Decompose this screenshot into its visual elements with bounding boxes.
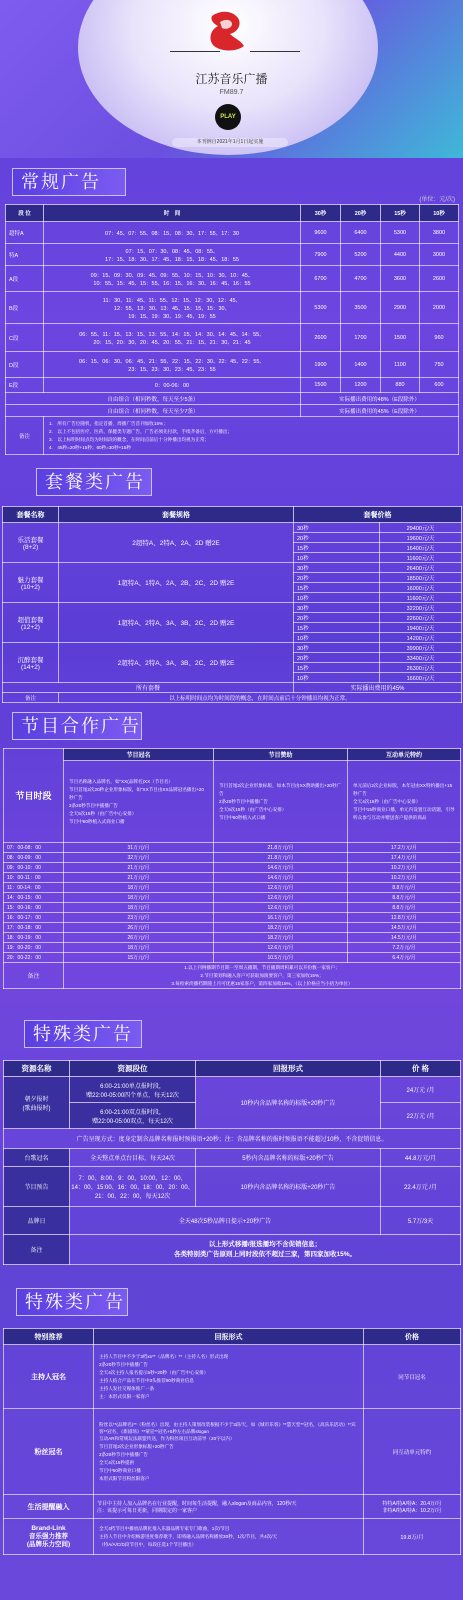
table-row — [4, 1235, 461, 1265]
desc-item: 主持人节目中不少于3档xx**（品牌名）**（主持人名）形式出现 — [99, 1353, 229, 1359]
slot-cell: 6:00-21:00双点报时段， 赠22:00-05:00双点，每天12次 — [70, 1103, 196, 1129]
note-item: 3. 以上标明时间点均为时间段的概念，在时间点前后十分钟播出均视为正常； — [49, 436, 210, 442]
desc-item: 主持人结合产品在节目中3头推荐90秒商业信息 — [99, 1377, 194, 1383]
table-row — [4, 933, 461, 943]
desc-item: 节目中15秒商业口播，单元内设置互动话题，引导听众参与互动并赠送客户提供的商品 — [353, 806, 455, 820]
col-header-interactive: 互动单元特约 — [348, 749, 461, 761]
duration-cell: 10秒 — [294, 593, 380, 603]
slot-cell: 7：00、8:00、9：00、10:00、12：00、 14：00、15:00、16：00、18：00、20：00、 21：00、22：00，每天12次 — [70, 1167, 196, 1207]
desc-item: 2条20秒节目中插播广告 — [69, 802, 119, 808]
notes-cell — [64, 963, 461, 989]
hero-banner — [0, 0, 463, 158]
price-cell: 18万元/月 — [64, 903, 214, 913]
price-cell: 5300 — [301, 292, 341, 324]
segment-cell: A段 — [6, 266, 44, 292]
divider-right — [250, 51, 300, 52]
price-cell: 18万元/月 — [64, 943, 214, 953]
price-cell: 12.6万元/月 — [214, 903, 348, 913]
table-row — [4, 843, 461, 853]
table-row — [6, 352, 459, 378]
slot-cell: 17：00-18：00 — [4, 923, 64, 933]
table-row — [3, 683, 462, 693]
price-cell: 26300元/天 — [380, 663, 462, 673]
price-cell: 12.6万元/月 — [214, 883, 348, 893]
segment-cell: D段 — [6, 352, 44, 378]
unit-label: (单位：元/次) — [419, 197, 455, 203]
combo-value: 实际播出费用的48%（E段除外） — [301, 393, 459, 405]
col-header-recommend: 特别推荐 — [4, 1329, 94, 1345]
duration-cell: 10秒 — [294, 633, 380, 643]
table-row — [6, 266, 459, 292]
price-cell: 33400元/天 — [380, 653, 462, 663]
col-header-segment: 段 位 — [6, 205, 44, 222]
price-cell: 1500 — [381, 324, 420, 352]
package-spec: 2超特A、2特A、3A、3B、2C、2D 赠2E — [59, 643, 294, 683]
desc-item: 2条20秒节目中插播广告 — [99, 1361, 149, 1367]
combo-label: 自由组合（相同秒数，每天至少5条） — [6, 393, 301, 405]
program-table — [3, 748, 461, 989]
valid-from-badge: 本刊例自2021年1月1日起实施 — [172, 138, 288, 147]
note-item: 3.每检索淡播档期随上月可优惠15家客户，第四家加收15%，（以上价格应当小括为单位） — [171, 980, 353, 986]
price-cell: 18500元/天 — [380, 573, 462, 583]
recommend-desc: 节目中主持人加入品牌名在行业提醒，时间每生活提醒，融入slogan及商品内容，120秒/天 注：该提示可每日更新，同期限定的一家客户 — [94, 1495, 364, 1519]
desc-item: 本形式限节目粉丝限客户 — [99, 1475, 150, 1481]
package-name: 沉醉套餐 (14+2) — [3, 643, 59, 683]
price-cell: 6.4万元/月 — [348, 953, 461, 963]
price-cell: 10.5万元/月 — [214, 953, 348, 963]
price-cell: 10.2万元/月 — [348, 863, 461, 873]
table-row — [4, 873, 461, 883]
price-cell: 18万元/月 — [64, 893, 214, 903]
col-header-price: 价 格 — [381, 1061, 461, 1077]
note-item: 2. 以上不包括医疗、医药、保健类专题广告，广告必须先付款，手续齐备后，方可播出； — [49, 428, 232, 434]
table-row — [4, 923, 461, 933]
desc-item: 节目中60秒植入式商业口播 — [69, 818, 125, 824]
note-item: 2.节目策划和融入客户可获取加演要客户，第三家加收15%； — [200, 972, 324, 978]
segment-cell: E段 — [6, 378, 44, 393]
desc-item: 全天5次15秒（由广告中心安排） — [219, 806, 287, 812]
package-name: 乐活套餐 (8+2) — [3, 523, 59, 563]
table-row — [4, 1345, 461, 1409]
note-item: 4. 45秒=20秒+15秒；60秒=30秒+15秒 — [49, 444, 131, 450]
table-row — [3, 643, 462, 653]
notes-label: 备注 — [3, 693, 59, 703]
table-row — [4, 1129, 461, 1149]
desc-item: 主：本形式仅限一家客户 — [99, 1393, 150, 1399]
price-cell: 14200元/天 — [380, 633, 462, 643]
price-cell: 12.6万元/月 — [214, 893, 348, 903]
col-header-time: 时 间 — [44, 205, 301, 222]
duration-cell: 10秒 — [294, 673, 380, 683]
slot-cell: 19：00-20：00 — [4, 943, 64, 953]
price-cell: 44.8万元/月 — [381, 1149, 461, 1167]
price-cell: 3600 — [381, 266, 420, 292]
desc-item: 节目中60秒商业口播 — [99, 1467, 141, 1473]
table-row — [6, 222, 459, 244]
table-row — [6, 292, 459, 324]
table-row — [4, 1519, 461, 1555]
price-cell: 8.8万元/月 — [348, 893, 461, 903]
price-cell: 1400 — [341, 352, 381, 378]
price-cell: 2900 — [381, 292, 420, 324]
station-frequency: FM89.7 — [219, 89, 244, 96]
table-row — [3, 603, 462, 613]
notes-cell — [70, 1235, 461, 1265]
price-cell: 5.7万/3天 — [381, 1207, 461, 1235]
notes-label: 备注 — [4, 963, 64, 989]
duration-cell: 30秒 — [294, 643, 380, 653]
duration-cell: 20秒 — [294, 573, 380, 583]
desc-item: 全天4次主持人报名提示5秒+20秒（由广告中心安排） — [99, 1369, 209, 1375]
col-header-form: 回报形式 — [196, 1061, 381, 1077]
price-cell: 7.2万元/月 — [348, 943, 461, 953]
note-item: 各类特别类广告原则上同时段依不超过三家，第四家加收15%。 — [173, 1250, 356, 1258]
price-cell: 1500 — [301, 378, 341, 393]
price-cell: 19400元/天 — [380, 623, 462, 633]
table-row — [3, 563, 462, 573]
segment-cell: B段 — [6, 292, 44, 324]
desc-item: 节目首尾2次企业形象标版，如本节目由XX赞助播出+20秒广告 — [219, 782, 342, 796]
price-cell: 960 — [420, 324, 459, 352]
duration-cell: 15秒 — [294, 623, 380, 633]
price-cell: 32200元/天 — [380, 603, 462, 613]
price-cell: 3000 — [420, 244, 459, 266]
recommend-desc — [94, 1409, 364, 1495]
notes-label: 备注 — [4, 1235, 70, 1265]
notes-label: 备注 — [6, 417, 44, 455]
package-spec: 1超特A、1特A、2A、2B、2C、2D 赠2E — [59, 563, 294, 603]
col-header-form: 回报形式 — [94, 1329, 364, 1345]
desc-item: （特A/A/C/D段节目中，每段任选1个节目播出） — [99, 1541, 197, 1547]
section-title-regular: 常规广告 — [12, 168, 126, 196]
slot-cell: 08：00-09：00 — [4, 853, 64, 863]
price-cell: 39900元/天 — [380, 643, 462, 653]
col-header-15s: 15秒 — [381, 205, 420, 222]
program-slot-label: 节目时段 — [4, 749, 64, 843]
play-logo-icon: PLAY — [215, 104, 241, 130]
desc-item: 节目首尾2次企业形象标版+20秒广告 — [99, 1443, 174, 1449]
price-cell: 8.8万元/月 — [348, 903, 461, 913]
recommend-desc — [94, 1519, 364, 1555]
price-cell: 11600元/天 — [380, 593, 462, 603]
price-cell: 19.8万/月 — [364, 1519, 461, 1555]
duration-cell: 20秒 — [294, 653, 380, 663]
slot-cell: 15：00-16：00 — [4, 903, 64, 913]
price-cell: 5300 — [381, 222, 420, 244]
col-header-10s: 10秒 — [420, 205, 459, 222]
table-row — [4, 1077, 461, 1103]
package-spec: 2超特A、2特A、2A、2D 赠2E — [59, 523, 294, 563]
table-row — [6, 393, 459, 405]
col-header-price: 价格 — [364, 1329, 461, 1345]
price-cell: 22600元/天 — [380, 613, 462, 623]
price-cell: 特特A/特A/特A：20.4万/月 非特A/特A/特A：10.2万/月 — [364, 1495, 461, 1519]
price-cell: 29400元/天 — [380, 523, 462, 533]
desc-item: 2条20秒节目中插播广告 — [99, 1451, 149, 1457]
price-cell: 18.2万元/月 — [214, 923, 348, 933]
price-cell: 26400元/天 — [380, 563, 462, 573]
duration-cell: 15秒 — [294, 663, 380, 673]
package-name: 超值套餐 (12+2) — [3, 603, 59, 643]
table-row — [4, 1167, 461, 1207]
duration-cell: 15秒 — [294, 583, 380, 593]
section-title-package: 套餐类广告 — [36, 468, 152, 496]
desc-item: 节目首尾2次20秒企业形象标版，如“XX节目由XX品牌冠名播出+20秒广告 — [69, 786, 204, 800]
table-row — [4, 913, 461, 923]
slot-cell: 11：00-14：00 — [4, 883, 64, 893]
recommend-name: 粉丝冠名 — [4, 1409, 94, 1495]
price-cell: 11600元/天 — [380, 553, 462, 563]
price-cell: 16000元/天 — [380, 583, 462, 593]
desc-item: 单元前后2次企业标版，本年冠由XX特约播出+15秒广告 — [353, 782, 453, 796]
price-cell: 8.8万元/月 — [348, 883, 461, 893]
special-ad-table-1 — [3, 1060, 461, 1265]
price-cell: 12.6万元/月 — [214, 943, 348, 953]
col-header-sponsorship: 节目赞助 — [214, 749, 348, 761]
price-cell: 1200 — [341, 378, 381, 393]
price-cell: 9600 — [301, 222, 341, 244]
desc-item: 主持人节目中介绍畅游进度推荐歌手，即将融入品牌名称播放30秒，1次/节目，共4次/天 — [99, 1533, 278, 1539]
resource-name: 台歌冠名 — [4, 1149, 70, 1167]
table-row — [4, 963, 461, 989]
price-cell: 1900 — [301, 352, 341, 378]
price-cell: 19600元/天 — [380, 533, 462, 543]
time-cell: 09：15、09：30、09：45、09：55、10：15、10：30、10：45、 10：55、15：45、15：55、16：15、16：30、16：45、16：55 — [44, 266, 301, 292]
price-cell: 2600 — [301, 324, 341, 352]
broadcast-note: 广告呈现方式：度身定制含品牌名称报时预报语+20秒；注：含品牌名称的报时预报语不能超过10秒，不含促销信息。 — [4, 1129, 461, 1149]
price-cell: 21.8万元/月 — [214, 843, 348, 853]
desc-item: 全天5次15秒（由广告中心安排） — [69, 810, 137, 816]
table-row — [3, 523, 462, 533]
desc-item: 节目中60秒植入式口播 — [219, 814, 266, 820]
price-cell: 1100 — [381, 352, 420, 378]
duration-cell: 30秒 — [294, 523, 380, 533]
price-cell: 4400 — [381, 244, 420, 266]
col-header-slot: 资源段位 — [70, 1061, 196, 1077]
price-cell: 22万元 /月 — [381, 1103, 461, 1129]
price-cell: 18.2万元/月 — [214, 933, 348, 943]
table-row — [4, 903, 461, 913]
price-cell: 3500 — [341, 292, 381, 324]
combo-label: 自由组合（相同秒数，每天至少7条） — [6, 405, 301, 417]
price-cell: 3800 — [420, 222, 459, 244]
price-cell: 6700 — [301, 266, 341, 292]
title-sponsor-desc — [64, 761, 214, 843]
price-cell: 16.1万元/月 — [214, 913, 348, 923]
table-row — [4, 943, 461, 953]
price-cell: 16400元/天 — [380, 543, 462, 553]
all-packages-label: 所有套餐 — [3, 683, 294, 693]
segment-cell: 超特A — [6, 222, 44, 244]
col-header-resource: 资源名称 — [4, 1061, 70, 1077]
price-cell: 2600 — [420, 266, 459, 292]
table-row — [4, 1149, 461, 1167]
slot-cell: 20：00-22：00 — [4, 953, 64, 963]
price-cell: 14.6万元/月 — [214, 863, 348, 873]
price-cell: 750 — [420, 352, 459, 378]
col-header-title-sponsor: 节目冠名 — [64, 749, 214, 761]
desc-item: 全天4次15秒提供 — [99, 1459, 135, 1465]
special-ad-table-2 — [3, 1328, 461, 1555]
segment-cell: C段 — [6, 324, 44, 352]
table-row — [6, 378, 459, 393]
package-spec: 1超特A、2特A、3A、3B、2C、2D 赠2E — [59, 603, 294, 643]
note-item: 1. 所有广告位随机，指定首播，周播广告首刊加收15%； — [49, 420, 168, 426]
price-cell: 同节目冠名 — [364, 1345, 461, 1409]
slot-cell: 全天整点单点台目标，每天24次 — [70, 1149, 196, 1167]
section-title-program: 节目合作广告 — [12, 712, 142, 740]
recommend-desc — [94, 1345, 364, 1409]
col-header-package-spec: 套餐规格 — [59, 507, 294, 523]
price-cell: 23万元/月 — [64, 913, 214, 923]
price-cell: 17.4万元/月 — [348, 853, 461, 863]
table-row — [4, 853, 461, 863]
divider-left — [170, 51, 220, 52]
slot-cell: 09：00-10：00 — [4, 863, 64, 873]
price-cell: 7900 — [301, 244, 341, 266]
price-cell: 880 — [381, 378, 420, 393]
table-row — [4, 1495, 461, 1519]
price-cell: 6400 — [341, 222, 381, 244]
price-cell: 14.6万元/月 — [214, 873, 348, 883]
note-item: 以上形式移播/报选播均不含促销信息； — [208, 1240, 322, 1248]
package-note: 以上标明时间点均为时间段的概念，在时间点前后十分钟播出均视为正常。 — [59, 693, 462, 703]
form-cell: 10秒内含品牌名称的标版+20秒广告 — [196, 1167, 381, 1207]
price-cell: 2000 — [420, 292, 459, 324]
recommend-name: 生活提醒融入 — [4, 1495, 94, 1519]
form-cell: 全天48次5秒品牌日提示+20秒广告 — [70, 1207, 381, 1235]
notes-cell — [44, 417, 459, 455]
price-cell: 600 — [420, 378, 459, 393]
regular-ad-table — [5, 204, 459, 455]
slot-cell: 6:00-21:00单点报时段， 赠22:00-05:00四个单点，每天12次 — [70, 1077, 196, 1103]
duration-cell: 30秒 — [294, 563, 380, 573]
note-item: 1.以上刊例播期节目期一至周五播期，节目播期周积累可以开份数一家客户； — [184, 964, 340, 970]
segment-cell: 特A — [6, 244, 44, 266]
price-cell: 26万元/月 — [64, 923, 214, 933]
desc-item: 节目名称融入品牌名，如“XX(品牌名)XX（节目名） — [69, 778, 174, 784]
price-cell: 17.2万元/月 — [348, 843, 461, 853]
time-cell: 0：00-06：00 — [44, 378, 301, 393]
price-cell: 14.5万元/月 — [348, 933, 461, 943]
resource-name: 品牌日 — [4, 1207, 70, 1235]
price-cell: 10.2万元/月 — [348, 873, 461, 883]
sponsorship-desc — [214, 761, 348, 843]
duration-cell: 20秒 — [294, 613, 380, 623]
radio-logo-icon — [204, 8, 250, 54]
col-header-package-name: 套餐名称 — [3, 507, 59, 523]
package-name: 魅力套餐 (10+2) — [3, 563, 59, 603]
table-row — [4, 1409, 461, 1495]
time-cell: 06：15、06：30、06：45、21：55、22：15、22：30、22：45、22：55、 23：15、23：30、23：45、23：55 — [44, 352, 301, 378]
price-cell: 32万元/月 — [64, 853, 214, 863]
station-name: 江苏音乐广播 — [195, 72, 268, 86]
desc-item: 主持人发社交媒体推广一条 — [99, 1385, 155, 1391]
time-cell: 07：45、07：55、08：15、08：30、17：55、17：30 — [44, 222, 301, 244]
duration-cell: 20秒 — [294, 533, 380, 543]
combo-value: 实际播出费用的45%（E段除外） — [301, 405, 459, 417]
slot-cell: 16：00-17：00 — [4, 913, 64, 923]
price-cell: 1700 — [341, 324, 381, 352]
slot-cell: 07：00-08：00 — [4, 843, 64, 853]
duration-cell: 10秒 — [294, 553, 380, 563]
price-cell: 同互动单元特约 — [364, 1409, 461, 1495]
desc-item: 2条20秒节目中插播广告 — [219, 798, 269, 804]
resource-name: 朝夕报时 (歌曲报时) — [4, 1077, 70, 1129]
table-row — [4, 893, 461, 903]
col-header-package-price: 套餐价格 — [294, 507, 462, 523]
section-title-special-1: 特殊类广告 — [24, 1020, 142, 1048]
price-cell: 22.4万元 /月 — [381, 1167, 461, 1207]
form-cell: 5秒内含品牌名称的标版+20秒广告 — [196, 1149, 381, 1167]
price-cell: 24万元 /月 — [381, 1077, 461, 1103]
slot-cell: 10：00-11：00 — [4, 873, 64, 883]
price-cell: 15万元/月 — [64, 953, 214, 963]
all-packages-value: 实际播出费用的45% — [294, 683, 462, 693]
desc-item: 互动AR和常规玩法联盟传送，作为粉丝项目互动前导（20字以内） — [99, 1435, 235, 1441]
recommend-name: Brand-Link 音乐强力推荐 (品牌乐力空间) — [4, 1519, 94, 1555]
price-cell: 26万元/月 — [64, 933, 214, 943]
price-cell: 21.8万元/月 — [214, 853, 348, 863]
desc-item: 全天4档节目中播放品牌化推入乐器品牌专家专门歌曲，1次/节目 — [99, 1525, 230, 1531]
col-header-30s: 30秒 — [301, 205, 341, 222]
table-row — [3, 693, 462, 703]
time-cell: 11：30、11：45、11：55、12：15、12：30、12：45、 12：55、13：30、13：45、15：15、15：30、 19：15、19：30、19：45、19：55 — [44, 292, 301, 324]
price-cell: 4700 — [341, 266, 381, 292]
table-row — [6, 417, 459, 455]
interactive-desc — [348, 761, 461, 843]
duration-cell: 30秒 — [294, 603, 380, 613]
table-row — [6, 244, 459, 266]
time-cell: 07：15、07：30、08：45、08：55、 17：15、18：30、17：45、18：15、18：45、18：55 — [44, 244, 301, 266]
table-row — [4, 1207, 461, 1235]
price-cell: 18万元/月 — [64, 883, 214, 893]
duration-cell: 15秒 — [294, 543, 380, 553]
price-cell: 14.5万元/月 — [348, 923, 461, 933]
table-row — [4, 883, 461, 893]
price-cell: 21万元/月 — [64, 863, 214, 873]
time-cell: 06：55、11：15、13：15、13：55、14：15、14：30、14：45、14：55、 20：15、20：30、20：45、20：55、21：15、21：30、21：45 — [44, 324, 301, 352]
price-cell: 5200 — [341, 244, 381, 266]
desc-item: 粉丝以**(品牌名)**（粉丝名）出现，由主持人策划改装根据不少于3段/天，如《城市乐客》**慧天堂**冠名，《高乐乐活动》**宾客**冠名，《新剧场》**蒙宣**冠名+5秒左右品牌slogan — [99, 1421, 356, 1434]
price-cell: 16600元/天 — [380, 673, 462, 683]
table-row — [4, 953, 461, 963]
price-cell: 12.8万元/月 — [348, 913, 461, 923]
slot-cell: 18：00-19：00 — [4, 933, 64, 943]
price-cell: 31万元/月 — [64, 843, 214, 853]
recommend-name: 主持人冠名 — [4, 1345, 94, 1409]
table-row — [4, 863, 461, 873]
desc-item: 全天4次15秒（由广告中心安排） — [353, 798, 421, 804]
form-cell: 10秒内含品牌名称的标版+20秒广告 — [196, 1077, 381, 1129]
section-title-special-2: 特殊类广告 — [16, 1288, 128, 1316]
slot-cell: 14：00-15：00 — [4, 893, 64, 903]
table-row — [6, 324, 459, 352]
price-cell: 21万元/月 — [64, 873, 214, 883]
resource-name: 节目预告 — [4, 1167, 70, 1207]
package-table — [2, 506, 462, 703]
col-header-20s: 20秒 — [341, 205, 381, 222]
table-row — [6, 405, 459, 417]
